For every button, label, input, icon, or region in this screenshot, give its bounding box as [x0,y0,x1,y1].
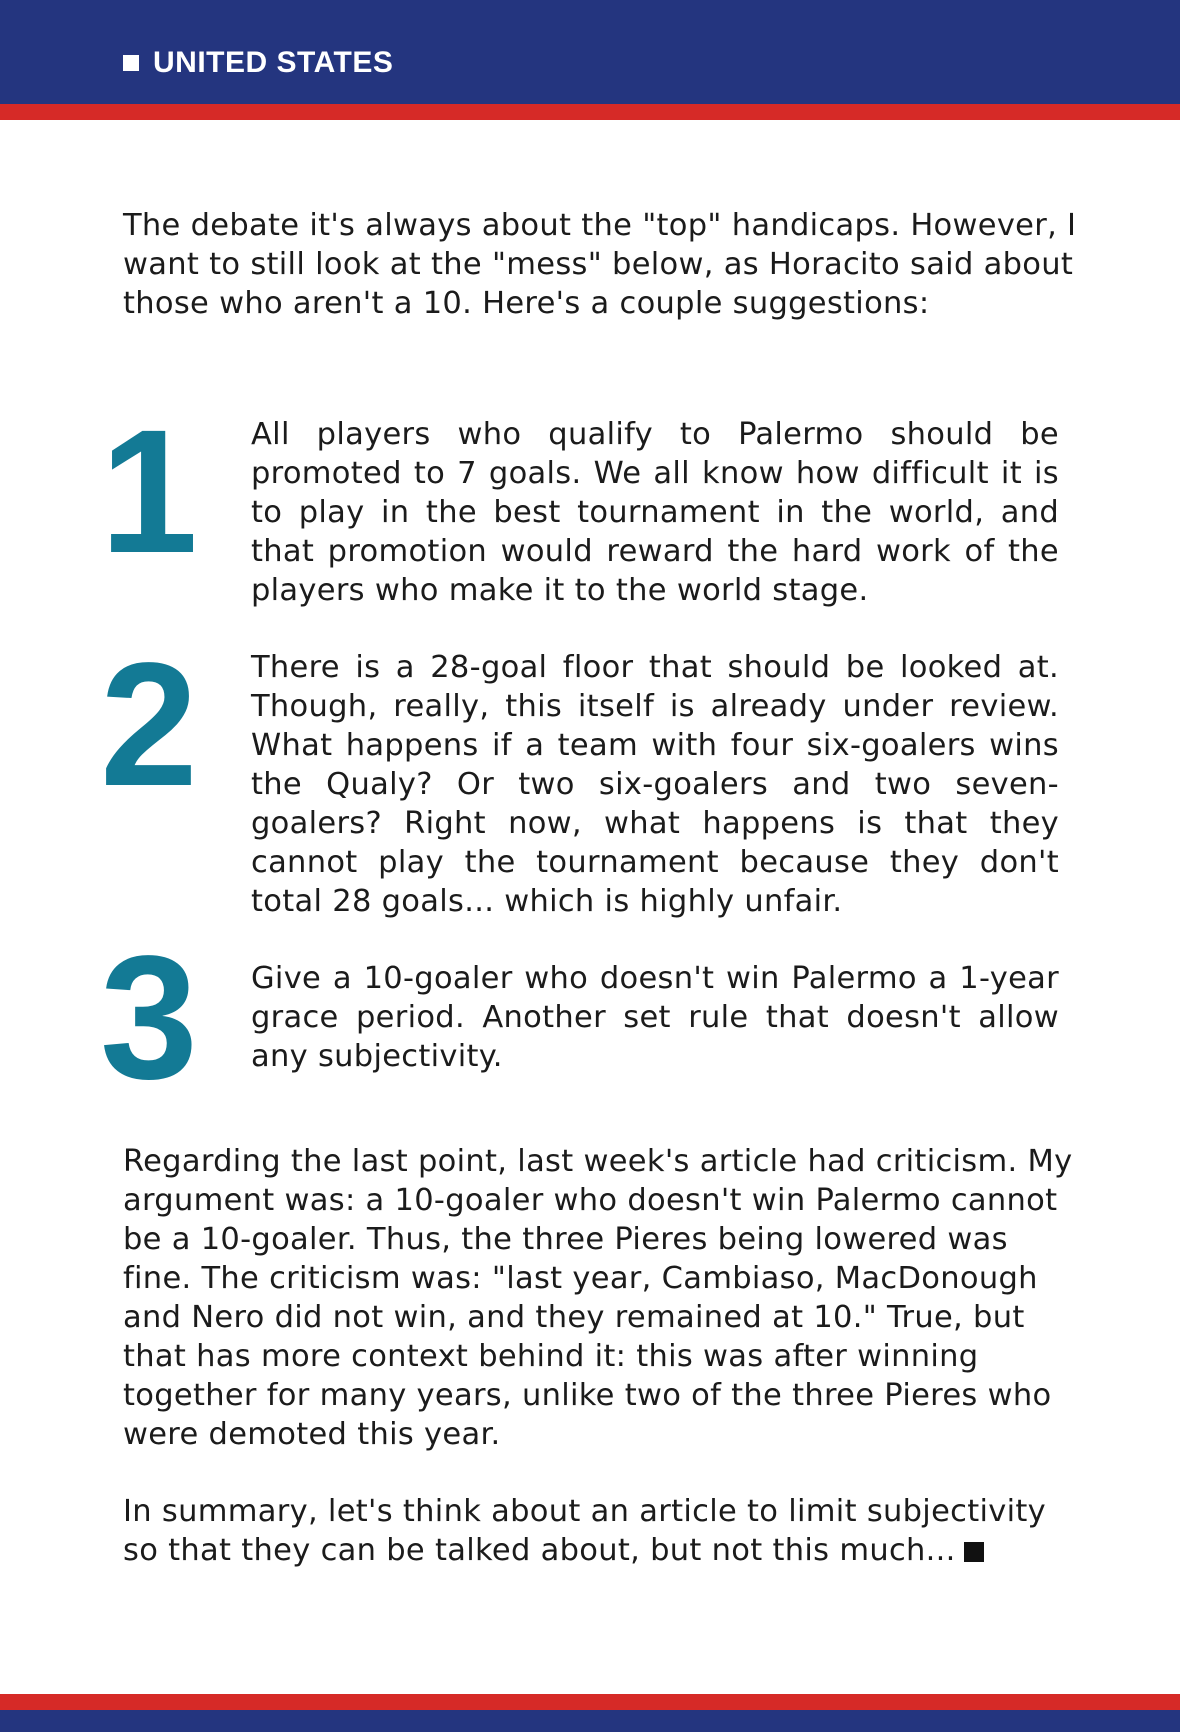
header-band [0,0,1180,104]
summary-text: In summary, let's think about an article to limit subjectivity so that they can be talked about, but not this much... [123,1494,1046,1568]
suggestion-text: All players who qualify to Palermo should be promoted to 7 goals. We all know how difficult it is to play in the best tournament in the world, and that promotion would reward the hard work of the players who make it to the world stage. [251,417,1059,608]
summary-paragraph [123,1492,1083,1570]
end-of-article-icon [964,1542,984,1562]
intro-paragraph: The debate it's always about the "top" handicaps. However, I want to still look at the "mess" below, as Horacito said about those who aren't a 10. Here's a couple suggestions: [123,208,1077,321]
suggestion-number: 1 [100,394,198,590]
suggestion-text: Give a 10-goaler who doesn't win Palermo a 1-year grace period. Another set rule that doesn't allow any subjectivity. [251,961,1059,1074]
suggestion-number: 3 [100,920,198,1116]
section-label [123,48,393,78]
section-square-icon [123,55,139,71]
footer-band [0,1710,1180,1732]
header-accent-stripe [0,104,1180,120]
suggestion-number: 2 [100,627,198,823]
footer-accent-stripe [0,1694,1180,1710]
regarding-paragraph: Regarding the last point, last week's article had criticism. My argument was: a 10-goaler who doesn't win Palermo cannot be a 10-goaler. Thus, the three Pieres being lowered was fine. The criticism was: "last year, Cambiaso, MacDonough and Nero did not win, and they remained at 10." True, but that has more context behind it: this was after winning together for many years, unlike two of the three Pieres who were demoted this year. [123,1144,1073,1452]
suggestion-text: There is a 28-goal floor that should be looked at. Though, really, this itself is already under review. What happens if a team with four six-goalers wins the Qualy? Or two six-goalers and two seven-goalers? Right now, what happens is that they cannot play the tournament because they don't total 28 goals... which is highly unfair. [251,650,1059,919]
section-label-text: UNITED STATES [153,46,394,79]
